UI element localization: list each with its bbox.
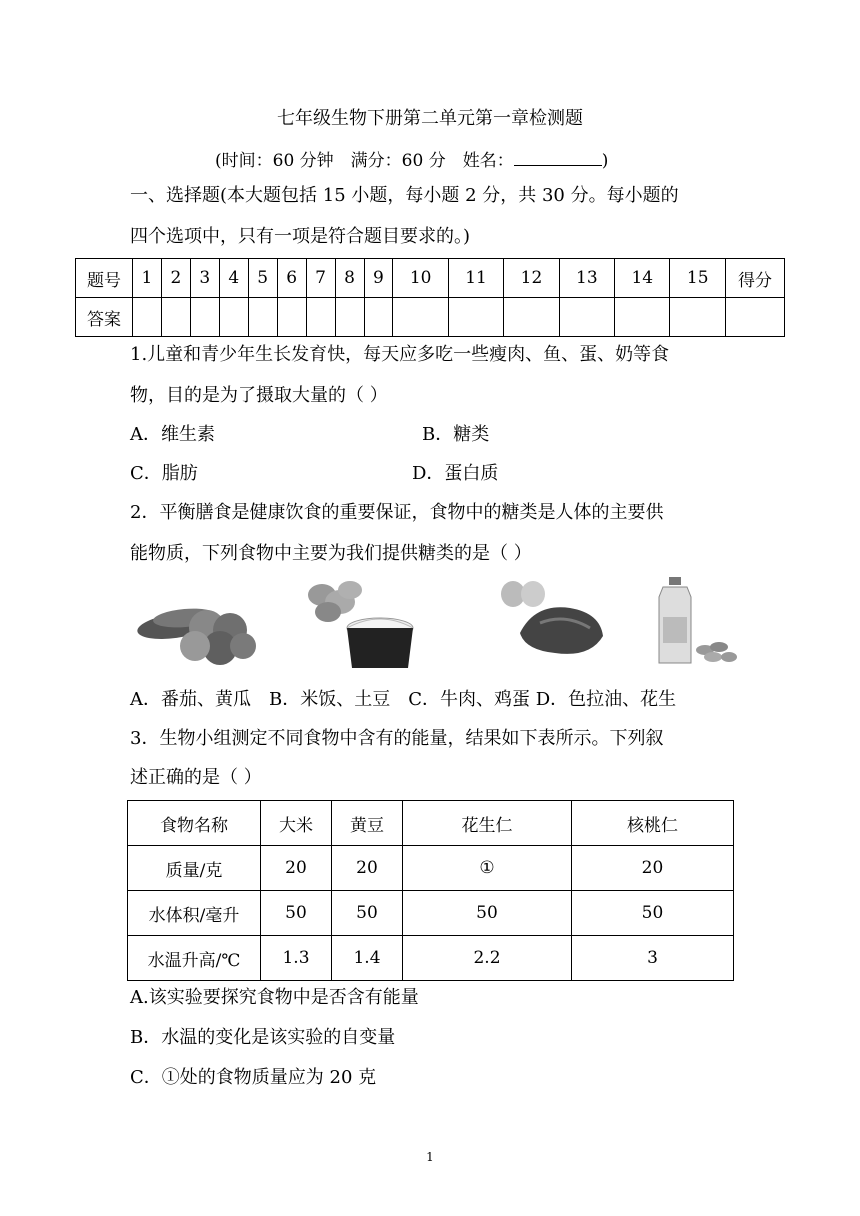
question-number: 5	[248, 259, 277, 298]
table-cell: 1.3	[261, 936, 332, 981]
table-cell: 20	[261, 846, 332, 891]
q1-option-d: D．蛋白质	[412, 463, 499, 484]
table-cell: 3	[572, 936, 734, 981]
answer-label: 答案	[76, 298, 133, 337]
answer-cell[interactable]	[248, 298, 277, 337]
table-cell: 50	[261, 891, 332, 936]
q3-line1: 3．生物小组测定不同食物中含有的能量，结果如下表所示。下列叙	[130, 728, 664, 749]
table-cell: 水温升高/℃	[128, 936, 261, 981]
answer-cell[interactable]	[393, 298, 448, 337]
question-number: 9	[364, 259, 393, 298]
table-cell: 50	[403, 891, 572, 936]
table-cell: 质量/克	[128, 846, 261, 891]
table-row	[128, 891, 734, 936]
table-cell: ①	[403, 846, 572, 891]
table-cell: 50	[332, 891, 403, 936]
answer-table	[75, 258, 785, 337]
answer-cell[interactable]	[559, 298, 614, 337]
question-number: 6	[277, 259, 306, 298]
exam-info-text: (时间：60 分钟 满分：60 分 姓名：	[215, 151, 514, 171]
table-header-cell: 花生仁	[403, 801, 572, 846]
table-cell: 2.2	[403, 936, 572, 981]
energy-table	[127, 800, 734, 981]
answer-cell[interactable]	[306, 298, 335, 337]
table-cell: 20	[332, 846, 403, 891]
q1-line2: 物，目的是为了摄取大量的（ ）	[130, 385, 388, 406]
answer-cell[interactable]	[277, 298, 306, 337]
answer-cell[interactable]	[504, 298, 559, 337]
score-cell[interactable]	[726, 298, 785, 337]
question-number: 15	[670, 259, 726, 298]
table-cell: 1.4	[332, 936, 403, 981]
table-header-cell: 核桃仁	[572, 801, 734, 846]
name-blank[interactable]	[514, 149, 602, 166]
section-one-line1: 一、选择题(本大题包括 15 小题，每小题 2 分，共 30 分。每小题的	[130, 185, 679, 206]
q2-line1: 2．平衡膳食是健康饮食的重要保证，食物中的糖类是人体的主要供	[130, 502, 664, 523]
table-row	[128, 846, 734, 891]
answer-cell[interactable]	[190, 298, 219, 337]
answer-cell[interactable]	[670, 298, 726, 337]
question-number: 12	[504, 259, 559, 298]
section-one-line2: 四个选项中，只有一项是符合题目要求的。)	[130, 226, 471, 247]
q1-option-c: C．脂肪	[130, 463, 198, 484]
q3-option-a: A.该实验要探究食物中是否含有能量	[130, 987, 419, 1008]
page-title: 七年级生物下册第二单元第一章检测题	[277, 108, 583, 129]
q1-option-a: A．维生素	[130, 424, 215, 445]
question-number: 14	[615, 259, 670, 298]
answer-cell[interactable]	[615, 298, 670, 337]
beef-egg-picture	[495, 578, 613, 668]
table-header-cell: 大米	[261, 801, 332, 846]
page-number: 1	[426, 1150, 434, 1164]
energy-table-header	[128, 801, 734, 846]
table-row	[128, 936, 734, 981]
answer-cell[interactable]	[133, 298, 162, 337]
question-number: 7	[306, 259, 335, 298]
score-label: 得分	[726, 259, 785, 298]
table-header-cell: 黄豆	[332, 801, 403, 846]
table-cell: 20	[572, 846, 734, 891]
table-cell: 50	[572, 891, 734, 936]
tomato-cucumber-picture	[135, 588, 260, 668]
q3-option-c: C．①处的食物质量应为 20 克	[130, 1067, 377, 1088]
oil-peanut-picture	[655, 575, 740, 670]
question-number: 13	[559, 259, 614, 298]
q1-line1: 1.儿童和青少年生长发育快，每天应多吃一些瘦肉、鱼、蛋、奶等食	[130, 344, 670, 365]
question-number: 8	[335, 259, 364, 298]
answer-cell[interactable]	[335, 298, 364, 337]
q3-line2: 述正确的是（ ）	[130, 767, 262, 788]
q3-option-b: B．水温的变化是该实验的自变量	[130, 1027, 396, 1048]
answer-cell[interactable]	[219, 298, 248, 337]
rice-potato-picture	[300, 580, 418, 675]
answer-cell[interactable]	[448, 298, 503, 337]
question-number: 3	[190, 259, 219, 298]
q2-options: A．番茄、黄瓜 B．米饭、土豆 C．牛肉、鸡蛋 D．色拉油、花生	[130, 689, 677, 710]
table-cell: 水体积/毫升	[128, 891, 261, 936]
answer-cell[interactable]	[364, 298, 393, 337]
question-number: 10	[393, 259, 448, 298]
q1-option-b: B．糖类	[422, 424, 490, 445]
question-number-label: 题号	[76, 259, 133, 298]
question-number: 4	[219, 259, 248, 298]
answer-cell[interactable]	[161, 298, 190, 337]
question-number: 2	[161, 259, 190, 298]
answer-table-row-numbers	[76, 259, 785, 298]
table-header-cell: 食物名称	[128, 801, 261, 846]
question-number: 11	[448, 259, 503, 298]
answer-table-row-answers	[76, 298, 785, 337]
exam-info-close: )	[601, 151, 609, 171]
question-number: 1	[133, 259, 162, 298]
q2-line2: 能物质，下列食物中主要为我们提供糖类的是（ ）	[130, 543, 532, 564]
exam-info	[215, 146, 608, 171]
